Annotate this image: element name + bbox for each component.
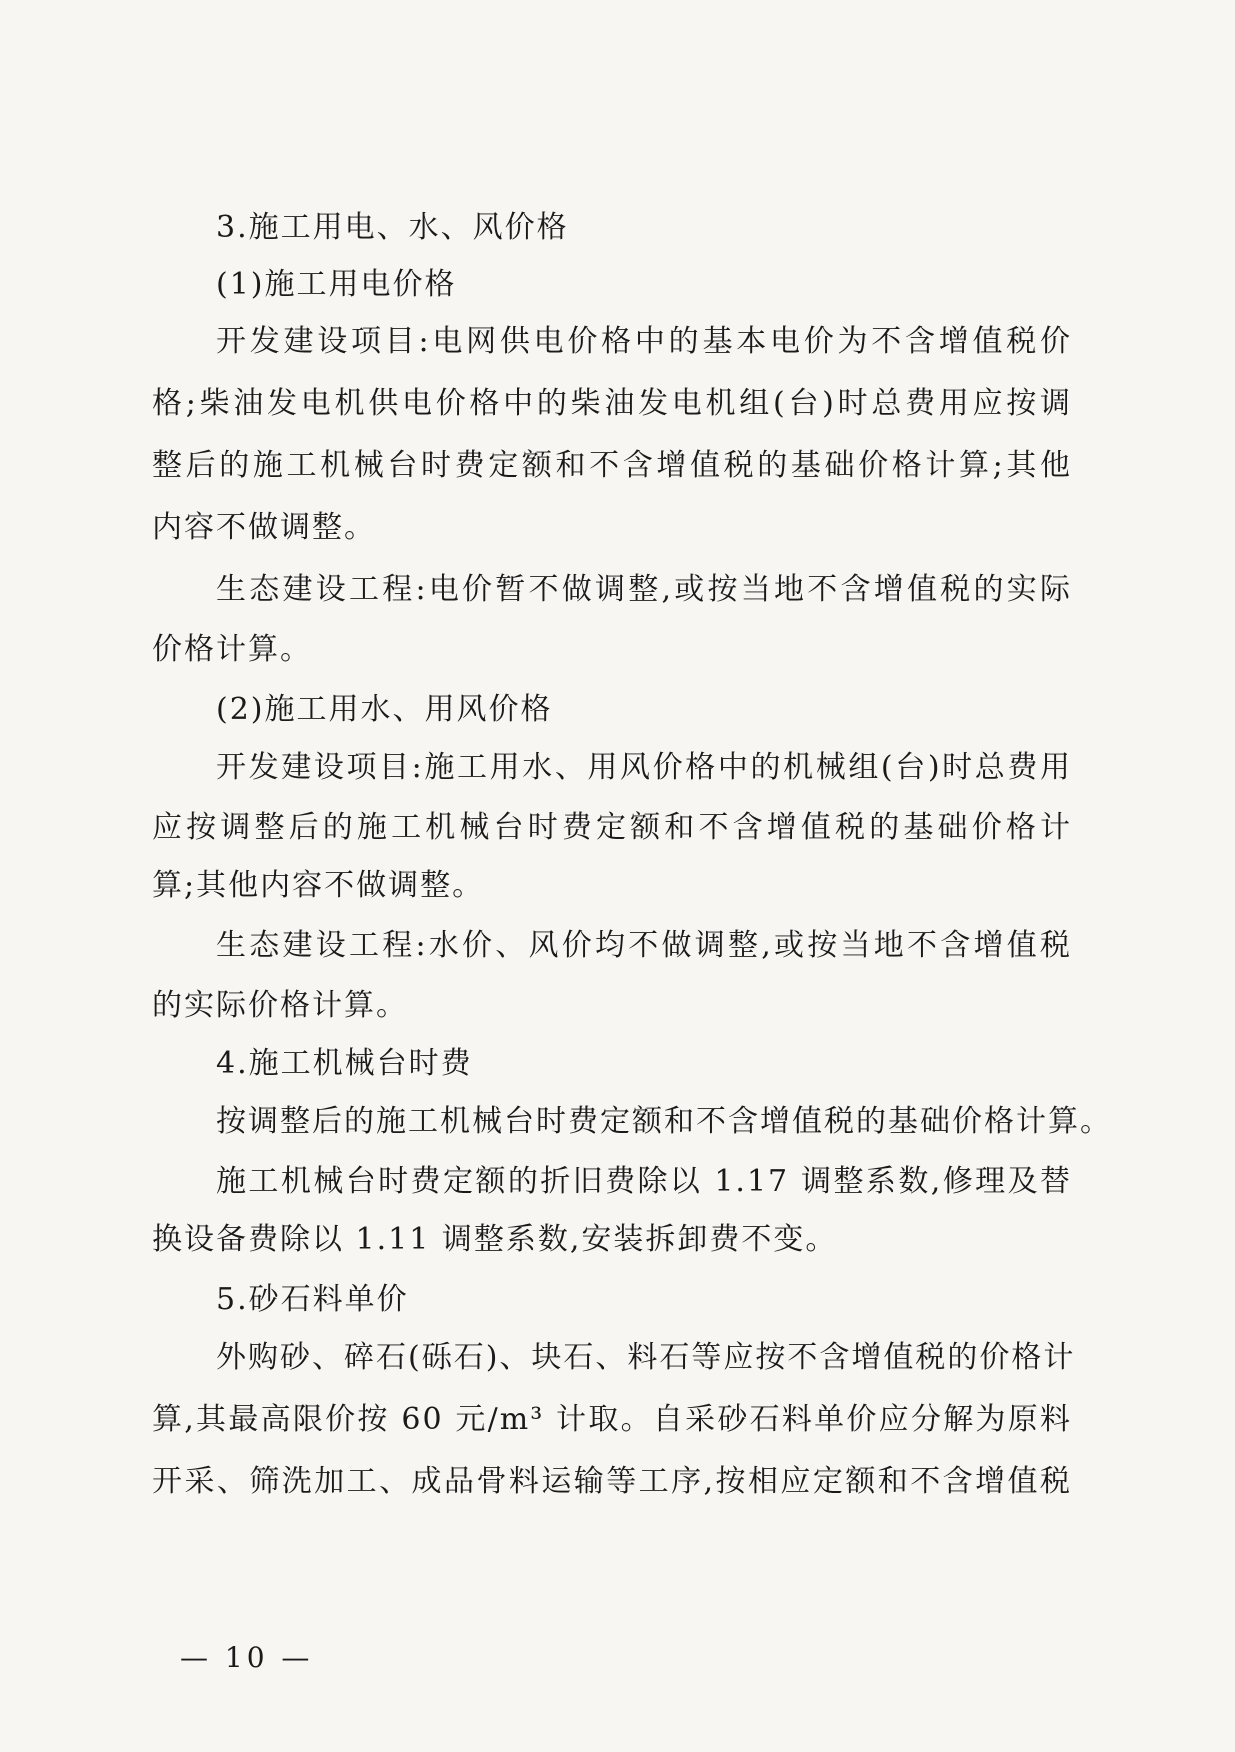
page-number: — 10 — bbox=[180, 1641, 314, 1674]
paragraph-line: 施工机械台时费定额的折旧费除以 1.17 调整系数,修理及替 bbox=[216, 1164, 1072, 1199]
paragraph-line: 内容不做调整。 bbox=[152, 510, 376, 545]
subsection-heading-1: (1)施工用电价格 bbox=[216, 267, 457, 302]
paragraph-line: 价格计算。 bbox=[152, 632, 312, 667]
paragraph-line: 外购砂、碎石(砾石)、块石、料石等应按不含增值税的价格计 bbox=[216, 1340, 1076, 1375]
paragraph-line: 开采、筛洗加工、成品骨料运输等工序,按相应定额和不含增值税 bbox=[152, 1464, 1072, 1499]
paragraph-line: 格;柴油发电机供电价格中的柴油发电机组(台)时总费用应按调 bbox=[152, 386, 1072, 421]
paragraph-line: 整后的施工机械台时费定额和不含增值税的基础价格计算;其他 bbox=[152, 448, 1072, 483]
section-heading-5: 5.砂石料单价 bbox=[216, 1282, 409, 1317]
paragraph-line: 开发建设项目:电网供电价格中的基本电价为不含增值税价 bbox=[216, 324, 1072, 359]
subsection-heading-2: (2)施工用水、用风价格 bbox=[216, 692, 553, 727]
paragraph-line: 生态建设工程:电价暂不做调整,或按当地不含增值税的实际 bbox=[216, 572, 1072, 607]
section-heading-3: 3.施工用电、水、风价格 bbox=[216, 210, 569, 245]
paragraph-line: 应按调整后的施工机械台时费定额和不含增值税的基础价格计 bbox=[152, 810, 1072, 845]
paragraph-line: 的实际价格计算。 bbox=[152, 988, 408, 1023]
paragraph-line: 生态建设工程:水价、风价均不做调整,或按当地不含增值税 bbox=[216, 928, 1072, 963]
paragraph-line: 按调整后的施工机械台时费定额和不含增值税的基础价格计算。 bbox=[216, 1104, 1112, 1139]
paragraph-line: 开发建设项目:施工用水、用风价格中的机械组(台)时总费用 bbox=[216, 750, 1072, 785]
paragraph-line: 算,其最高限价按 60 元/m³ 计取。自采砂石料单价应分解为原料 bbox=[152, 1402, 1072, 1437]
section-heading-4: 4.施工机械台时费 bbox=[216, 1046, 473, 1081]
paragraph-line: 换设备费除以 1.11 调整系数,安装拆卸费不变。 bbox=[152, 1222, 838, 1257]
paragraph-line: 算;其他内容不做调整。 bbox=[152, 868, 485, 903]
